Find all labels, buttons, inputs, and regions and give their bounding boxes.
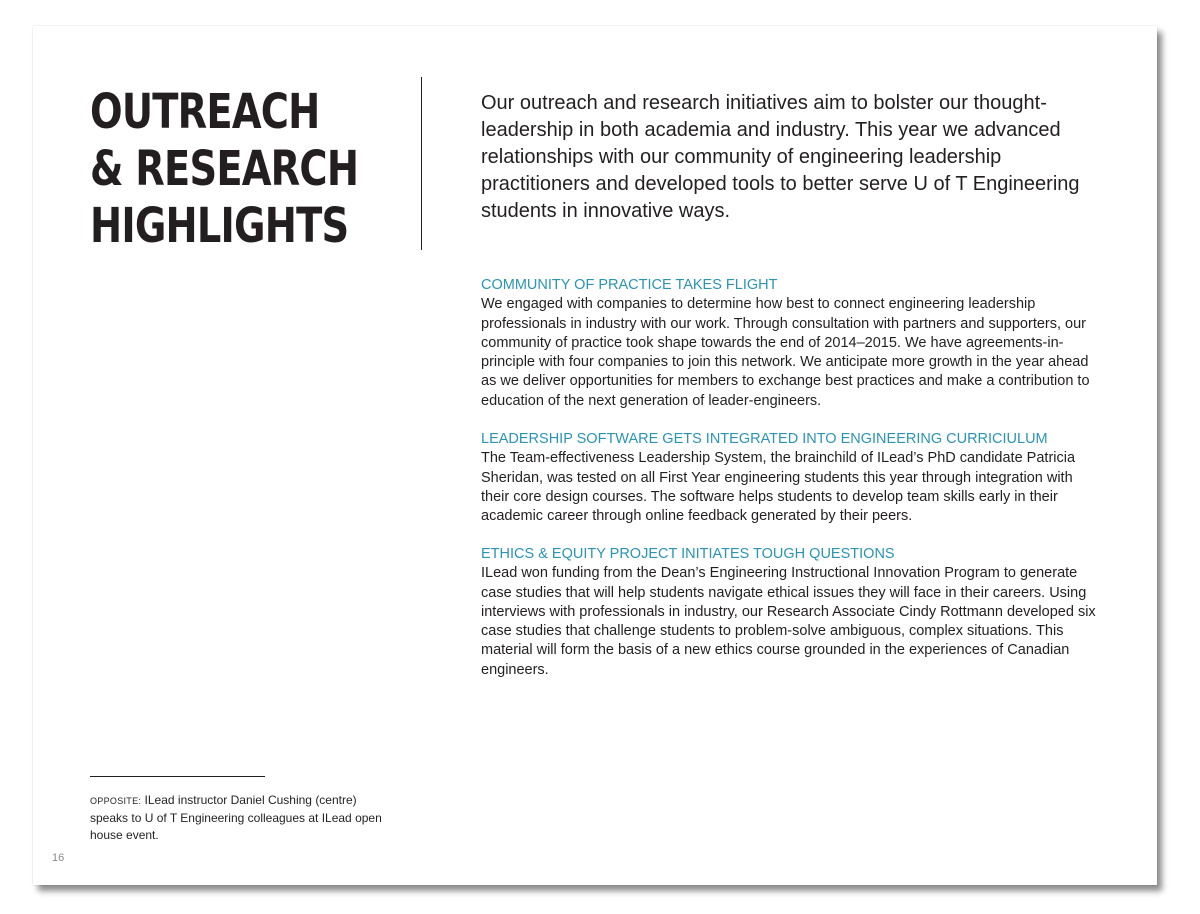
- page-title: [90, 84, 358, 255]
- document-page: [33, 26, 1157, 885]
- title-line-1: OUTREACH: [90, 84, 320, 140]
- title-line-3: HIGHLIGHTS: [90, 198, 349, 254]
- vertical-divider: [421, 77, 422, 250]
- intro-paragraph: Our outreach and research initiatives aim to bolster our thought-leadership in both academia and industry. This year we advanced relationships with our community of engineering leadership practitioners and developed tools to better serve U of T Engineering students in innovative ways.: [481, 92, 1080, 222]
- section-body: The Team-effectiveness Leadership System, the brainchild of ILead’s PhD candidate Patricia Sheridan, was tested on all First Year engineering students this year through integration with their core design courses. The software helps students to develop team skills early in their academic career through online feedback generated by their peers.: [481, 450, 1076, 525]
- caption-lead: OPPOSITE:: [90, 796, 142, 806]
- caption-text: ILead instructor Daniel Cushing (centre) speaks to U of T Engineering colleagues at ILead open house event.: [90, 793, 382, 842]
- section-body: ILead won funding from the Dean’s Engineering Instructional Innovation Program to generate case studies that will help students navigate ethical issues they will face in their careers. Using interviews with professionals in industry, our Research Associate Cindy Rottmann developed six case studies that challenge students to problem-solve ambiguous, complex situations. This material will form the basis of a new ethics course grounded in the experiences of Canadian engineers.: [481, 565, 1096, 678]
- section-heading: LEADERSHIP SOFTWARE GETS INTEGRATED INTO ENGINEERING CURRICIULUM: [481, 431, 1048, 447]
- photo-caption: [90, 792, 390, 844]
- section-community-of-practice: [481, 276, 1101, 411]
- caption-divider: [90, 776, 265, 777]
- section-body: We engaged with companies to determine how best to connect engineering leadership professionals in industry with our work. Through consultation with partners and supporters, our community of practice took shape towards the end of 2014–2015. We have agreements-in-principle with four companies to join this network. We anticipate more growth in the year ahead as we deliver opportunities for members to exchange best practices and make a contribution to education of the next generation of leader-engineers.: [481, 296, 1090, 409]
- section-leadership-software: [481, 430, 1101, 526]
- title-line-2: & RESEARCH: [90, 141, 359, 197]
- section-heading: ETHICS & EQUITY PROJECT INITIATES TOUGH QUESTIONS: [481, 546, 895, 562]
- page-number: 16: [52, 852, 65, 864]
- section-heading: COMMUNITY OF PRACTICE TAKES FLIGHT: [481, 277, 778, 293]
- section-ethics-equity: [481, 545, 1101, 680]
